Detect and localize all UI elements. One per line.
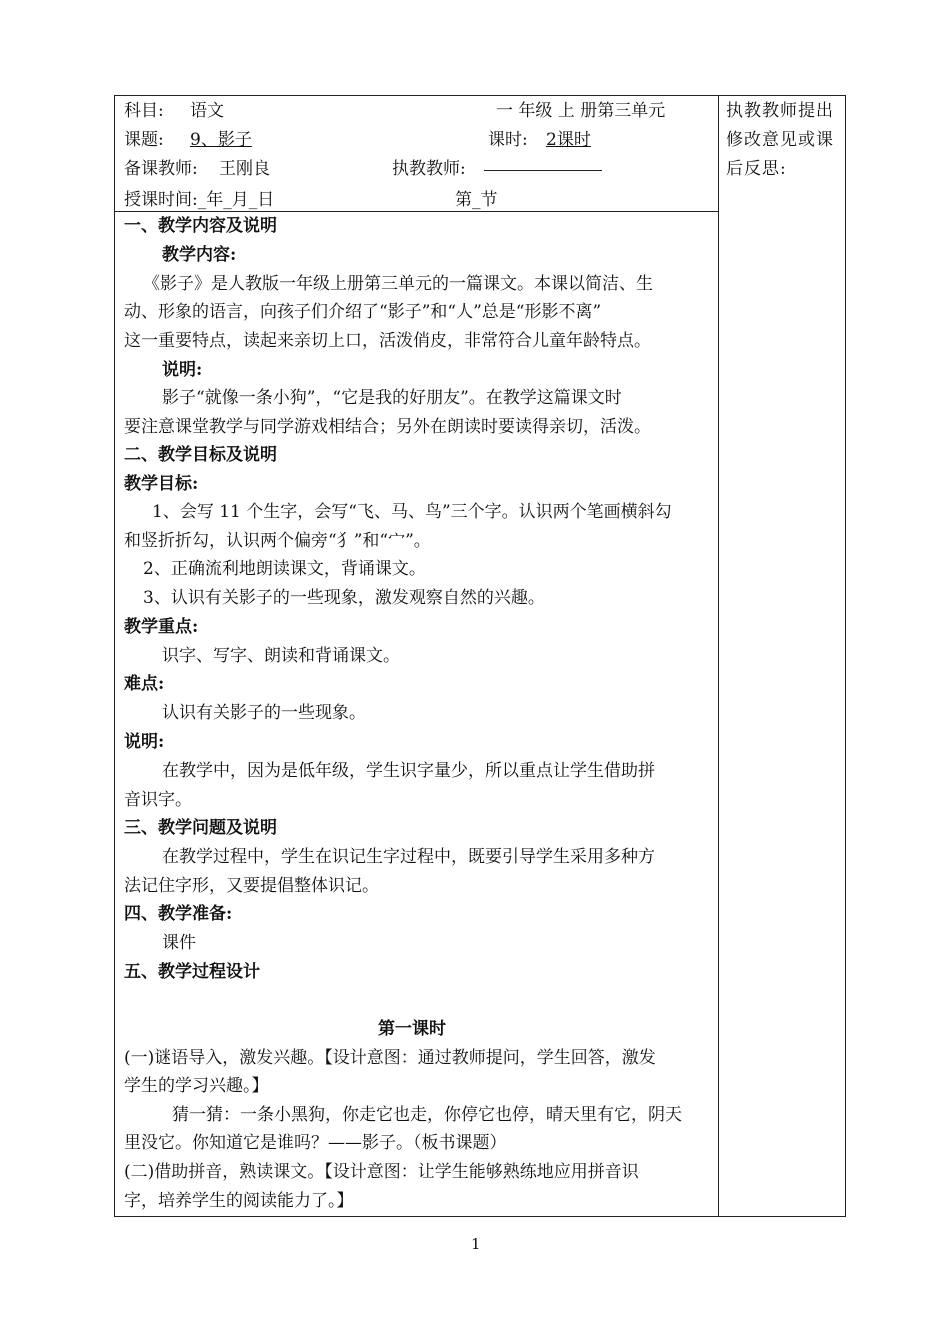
riddle-line: 里没它。你知道它是谁吗？——影子。（板书课题） [124,1133,507,1153]
topic-label: 课题: [124,130,164,150]
key-value: 识字、写字、朗读和背诵课文。 [162,646,400,666]
note-label: 说明: [124,732,165,752]
section-2-title: 二、教学目标及说明 [124,445,277,465]
hours-value: 2课时 [546,130,591,150]
note-line: 音识字。 [124,790,192,810]
page-number: 1 [471,1235,481,1253]
class-time: 授课时间:_年_月_日 [124,190,275,210]
key-label: 教学重点: [124,617,199,637]
problem-line: 在教学过程中，学生在识记生字过程中，既要引导学生采用多种方 [162,847,655,867]
problem-line: 法记住字形，又要提倡整体识记。 [124,876,379,896]
topic-value: 9、影子 [190,130,252,150]
content-line: 《影子》是人教版一年级上册第三单元的一篇课文。本课以简洁、生 [143,274,653,294]
step-line: 字，培养学生的阅读能力了。】 [124,1191,354,1211]
prep-teacher-label: 备课教师: [124,159,198,179]
note-line: 在教学中，因为是低年级，学生识字量少，所以重点让学生借助拼 [162,761,655,781]
section-3-title: 三、教学问题及说明 [124,818,277,838]
goal-label: 教学目标: [124,474,199,494]
subject-value: 语文 [190,101,224,121]
teacher-feedback-note: 执教教师提出修改意见或课后反思: [726,101,834,179]
difficulty-label: 难点: [124,674,165,694]
exec-teacher-blank [484,156,602,176]
grade-unit: 一 年级 上 册第三单元 [496,101,666,121]
explain-line: 要注意课堂教学与同学游戏相结合；另外在朗读时要读得亲切，活泼。 [124,417,651,437]
subject-label: 科目: [124,101,164,121]
explain-line: 影子“就像一条小狗”，“它是我的好朋友”。在教学这篇课文时 [162,388,622,408]
lesson-title: 第一课时 [378,1019,446,1039]
content-line: 这一重要特点，读起来亲切上口，活泼俏皮，非常符合儿童年龄特点。 [124,331,651,351]
section-1-title: 一、教学内容及说明 [124,216,277,236]
goal-item: 1、会写 11 个生字，会写“飞、马、鸟”三个字。认识两个笔画横斜勾 [152,502,672,522]
step-line: (二)借助拼音，熟读课文。【设计意图：让学生能够熟练地应用拼音识 [124,1162,639,1182]
hours-label: 课时: [488,130,528,150]
class-section: 第_节 [455,190,498,210]
goal-item: 和竖折折勾，认识两个偏旁“犭”和“宀”。 [124,531,431,551]
section-4-title: 四、教学准备: [124,904,233,924]
goal-item: 3、认识有关影子的一些现象，激发观察自然的兴趣。 [143,588,545,608]
riddle-line: 猜一猜：一条小黑狗，你走它也走，你停它也停，晴天里有它，阴天 [172,1105,682,1125]
prep-teacher-value: 王刚良 [219,159,270,179]
content-label: 教学内容: [162,245,237,265]
step-line: (一)谜语导入，激发兴趣。【设计意图：通过教师提问，学生回答，激发 [124,1048,656,1068]
step-line: 学生的学习兴趣。】 [124,1076,269,1096]
section-5-title: 五、教学过程设计 [124,962,260,982]
column-divider [718,95,719,1217]
explain-label: 说明: [162,360,203,380]
difficulty-value: 认识有关影子的一些现象。 [162,703,366,723]
goal-item: 2、正确流利地朗读课文，背诵课文。 [143,559,426,579]
content-line: 动、形象的语言，向孩子们介绍了“影子”和“人”总是“形影不离” [124,302,602,322]
preparation-item: 课件 [162,933,196,953]
exec-teacher-label: 执教教师: [392,159,466,179]
